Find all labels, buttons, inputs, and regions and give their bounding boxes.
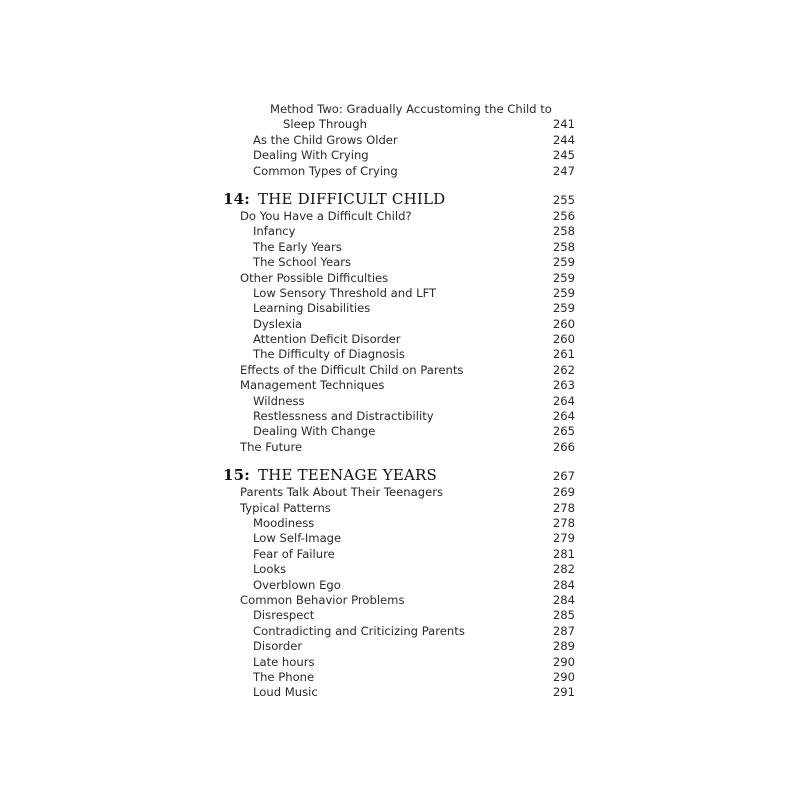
- entry-label: Loud Music: [253, 685, 318, 700]
- entry-page: 263: [552, 378, 575, 393]
- toc-entry: [225, 209, 575, 224]
- entry-label: The Phone: [253, 669, 315, 684]
- entry-page: 258: [552, 224, 575, 239]
- toc-entry: [225, 286, 575, 301]
- toc-entry: [225, 133, 575, 148]
- toc-entry: [225, 394, 575, 409]
- entry-label: Common Types of Crying: [253, 163, 398, 178]
- entry-page: 256: [552, 208, 575, 223]
- entry-page: 244: [552, 132, 575, 147]
- toc-entry: [225, 562, 575, 577]
- entry-page: 264: [552, 409, 575, 424]
- chapter-heading-15: [225, 465, 575, 485]
- entry-label: Looks: [253, 562, 287, 577]
- toc-entry: [225, 301, 575, 316]
- entry-page: 291: [552, 685, 575, 700]
- entry-page: 260: [552, 332, 575, 347]
- entry-label: Low Sensory Threshold and LFT: [253, 285, 437, 300]
- toc-entry: [225, 593, 575, 608]
- toc-entry: [225, 531, 575, 546]
- entry-page: 265: [552, 424, 575, 439]
- entry-label: The Early Years: [253, 239, 342, 254]
- entry-page: 281: [552, 546, 575, 561]
- entry-page: 259: [552, 285, 575, 300]
- toc-entry: [225, 501, 575, 516]
- entry-label: Moodiness: [253, 515, 315, 530]
- table-of-contents: [225, 102, 575, 701]
- entry-page: 278: [552, 500, 575, 515]
- toc-entry: [225, 639, 575, 654]
- entry-page: 285: [552, 608, 575, 623]
- entry-label: Effects of the Difficult Child on Parents: [240, 362, 464, 377]
- toc-entry: [225, 655, 575, 670]
- chapter-title-text: THE TEENAGE YEARS: [257, 466, 438, 485]
- toc-entry: [225, 424, 575, 439]
- toc-entry: [225, 332, 575, 347]
- entry-label: The School Years: [253, 255, 352, 270]
- chapter-page: 255: [552, 192, 575, 207]
- entry-page: 289: [552, 639, 575, 654]
- toc-entry: [225, 164, 575, 179]
- toc-entry: [225, 240, 575, 255]
- entry-page: 262: [552, 362, 575, 377]
- toc-entry: [225, 378, 575, 393]
- chapter-number: 15:: [223, 466, 251, 485]
- entry-page: 269: [552, 485, 575, 500]
- toc-entry: [225, 578, 575, 593]
- toc-entry: [225, 440, 575, 455]
- entry-label: Low Self-Image: [253, 531, 342, 546]
- toc-entry: [225, 409, 575, 424]
- entry-label: Overblown Ego: [253, 577, 341, 592]
- toc-entry: [225, 148, 575, 163]
- entry-label: Disorder: [253, 639, 303, 654]
- entry-page: 287: [552, 623, 575, 638]
- entry-page: 282: [552, 562, 575, 577]
- chapter-heading-14: [225, 189, 575, 209]
- entry-label: Typical Patterns: [240, 500, 331, 515]
- entry-label: The Future: [240, 439, 303, 454]
- entry-label: Dealing With Crying: [253, 148, 369, 163]
- chapter-title: [223, 465, 437, 485]
- entry-page: 290: [552, 669, 575, 684]
- entry-label: Other Possible Difficulties: [240, 270, 389, 285]
- entry-page: 284: [552, 577, 575, 592]
- entry-label: Management Techniques: [240, 378, 385, 393]
- entry-label: Method Two: Gradually Accustoming the Child to: [270, 102, 552, 116]
- entry-page: 259: [552, 270, 575, 285]
- entry-page: 258: [552, 239, 575, 254]
- entry-page: 279: [552, 531, 575, 546]
- toc-entry: [225, 224, 575, 239]
- entry-label: Disrespect: [253, 608, 315, 623]
- entry-label: Parents Talk About Their Teenagers: [240, 485, 444, 500]
- chapter-number: 14:: [223, 189, 251, 208]
- entry-label: Wildness: [253, 393, 305, 408]
- toc-entry: [225, 685, 575, 700]
- entry-page: 261: [552, 347, 575, 362]
- entry-label: The Difficulty of Diagnosis: [253, 347, 405, 362]
- entry-label: Dyslexia: [253, 316, 303, 331]
- entry-label: Common Behavior Problems: [240, 592, 405, 607]
- entry-page: 278: [552, 515, 575, 530]
- entry-label: Restlessness and Distractibility: [253, 409, 434, 424]
- entry-page: 264: [552, 393, 575, 408]
- chapter-page: 267: [552, 469, 575, 484]
- toc-entry: [225, 485, 575, 500]
- entry-label: Dealing With Change: [253, 424, 376, 439]
- entry-label: Infancy: [253, 224, 296, 239]
- toc-entry: [225, 102, 575, 117]
- toc-entry: [225, 363, 575, 378]
- toc-entry: [225, 347, 575, 362]
- chapter-title-text: THE DIFFICULT CHILD: [257, 189, 446, 208]
- entry-page: 266: [552, 439, 575, 454]
- toc-entry: [225, 516, 575, 531]
- chapter-title: [223, 189, 445, 209]
- entry-page: 245: [552, 148, 575, 163]
- entry-page: 260: [552, 316, 575, 331]
- entry-label: Attention Deficit Disorder: [253, 332, 401, 347]
- entry-label: Late hours: [253, 654, 315, 669]
- toc-entry: [225, 317, 575, 332]
- entry-label: Fear of Failure: [253, 546, 335, 561]
- entry-label: Do You Have a Difficult Child?: [240, 208, 412, 223]
- entry-label: Learning Disabilities: [253, 301, 371, 316]
- toc-entry: [225, 117, 575, 132]
- entry-page: 241: [552, 117, 575, 132]
- entry-page: 259: [552, 255, 575, 270]
- toc-entry: [225, 547, 575, 562]
- entry-page: 259: [552, 301, 575, 316]
- toc-entry: [225, 670, 575, 685]
- toc-entry: [225, 255, 575, 270]
- toc-entry: [225, 271, 575, 286]
- entry-label: Sleep Through: [283, 117, 367, 132]
- entry-page: 284: [552, 592, 575, 607]
- entry-label: As the Child Grows Older: [253, 132, 398, 147]
- entry-label: Contradicting and Criticizing Parents: [253, 623, 465, 638]
- entry-page: 290: [552, 654, 575, 669]
- toc-entry: [225, 608, 575, 623]
- entry-page: 247: [552, 163, 575, 178]
- toc-entry: [225, 624, 575, 639]
